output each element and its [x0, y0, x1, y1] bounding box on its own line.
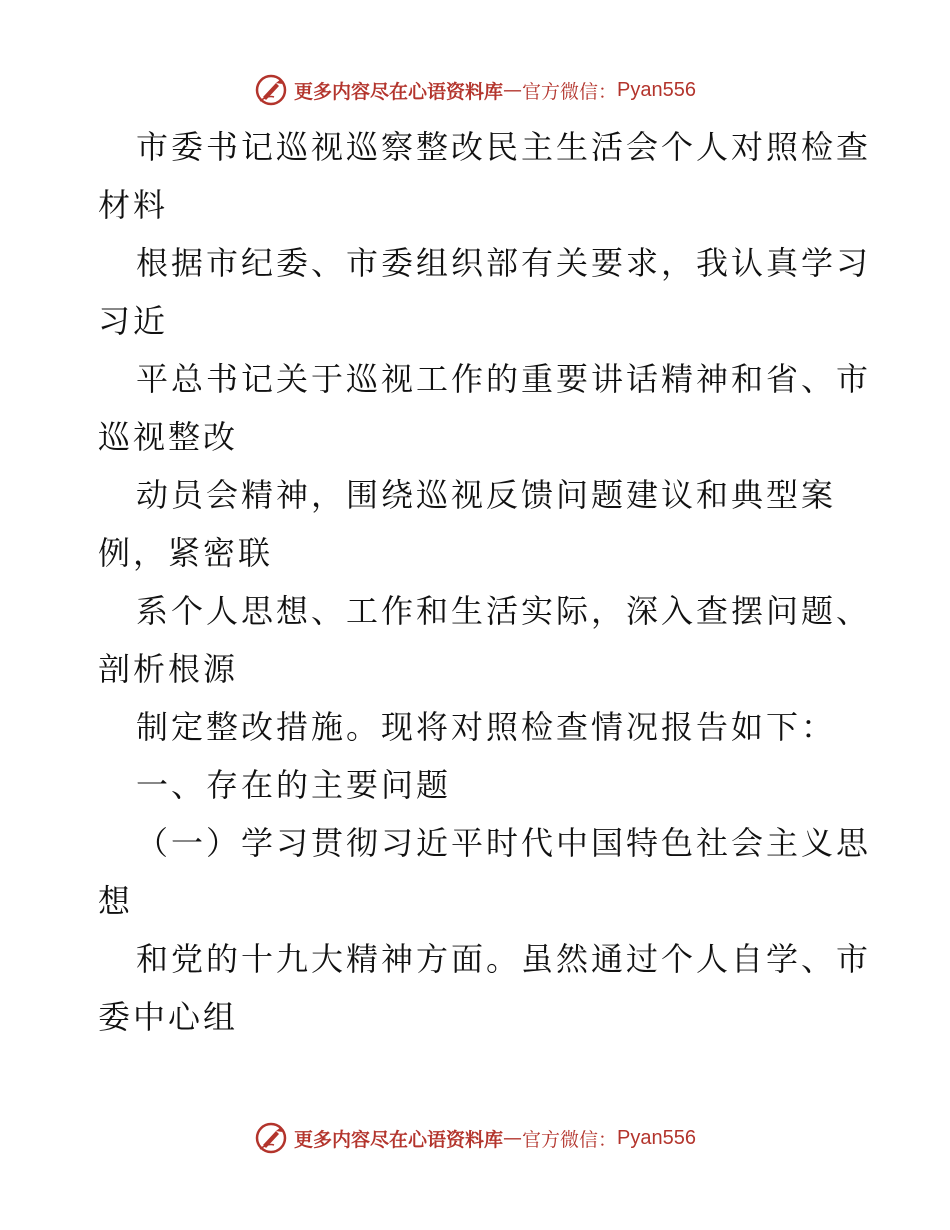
document-line: 系个人思想、工作和生活实际，深入查摆问题、 [136, 592, 872, 630]
header-watermark-banner [0, 70, 950, 110]
document-line: 习近 [98, 302, 169, 340]
banner-brand-text: 更多内容尽在心语资料库 [294, 80, 504, 103]
document-line: 一、存在的主要问题 [136, 766, 452, 804]
banner-official-label: 官方微信： [522, 1128, 618, 1151]
document-line: 委中心组 [98, 998, 239, 1036]
footer-watermark-banner [0, 1118, 950, 1158]
document-line: 例，紧密联 [98, 534, 274, 572]
document-body [98, 118, 872, 1046]
pen-nib-logo-icon [254, 1121, 288, 1155]
banner-dash: — [503, 79, 523, 101]
document-line: （一）学习贯彻习近平时代中国特色社会主义思 [136, 824, 872, 862]
document-line: 平总书记关于巡视工作的重要讲话精神和省、市 [136, 360, 872, 398]
document-line: 市委书记巡视巡察整改民主生活会个人对照检查 [136, 128, 872, 166]
banner-wechat-handle: Pyan556 [617, 1126, 696, 1149]
pen-nib-logo-icon [254, 73, 288, 107]
document-line: 剖析根源 [98, 650, 239, 688]
document-line: 根据市纪委、市委组织部有关要求，我认真学习 [136, 244, 872, 282]
document-line: 想 [98, 882, 134, 920]
document-line: 动员会精神，围绕巡视反馈问题建议和典型案 [136, 476, 837, 514]
document-line: 材料 [98, 186, 169, 224]
banner-wechat-handle: Pyan556 [617, 78, 696, 101]
banner-official-label: 官方微信： [522, 80, 618, 103]
banner-brand-text: 更多内容尽在心语资料库 [294, 1128, 504, 1151]
document-line: 和党的十九大精神方面。虽然通过个人自学、市 [136, 940, 872, 978]
banner-dash: — [503, 1127, 523, 1149]
document-line: 巡视整改 [98, 418, 239, 456]
document-line: 制定整改措施。现将对照检查情况报告如下： [136, 708, 837, 746]
